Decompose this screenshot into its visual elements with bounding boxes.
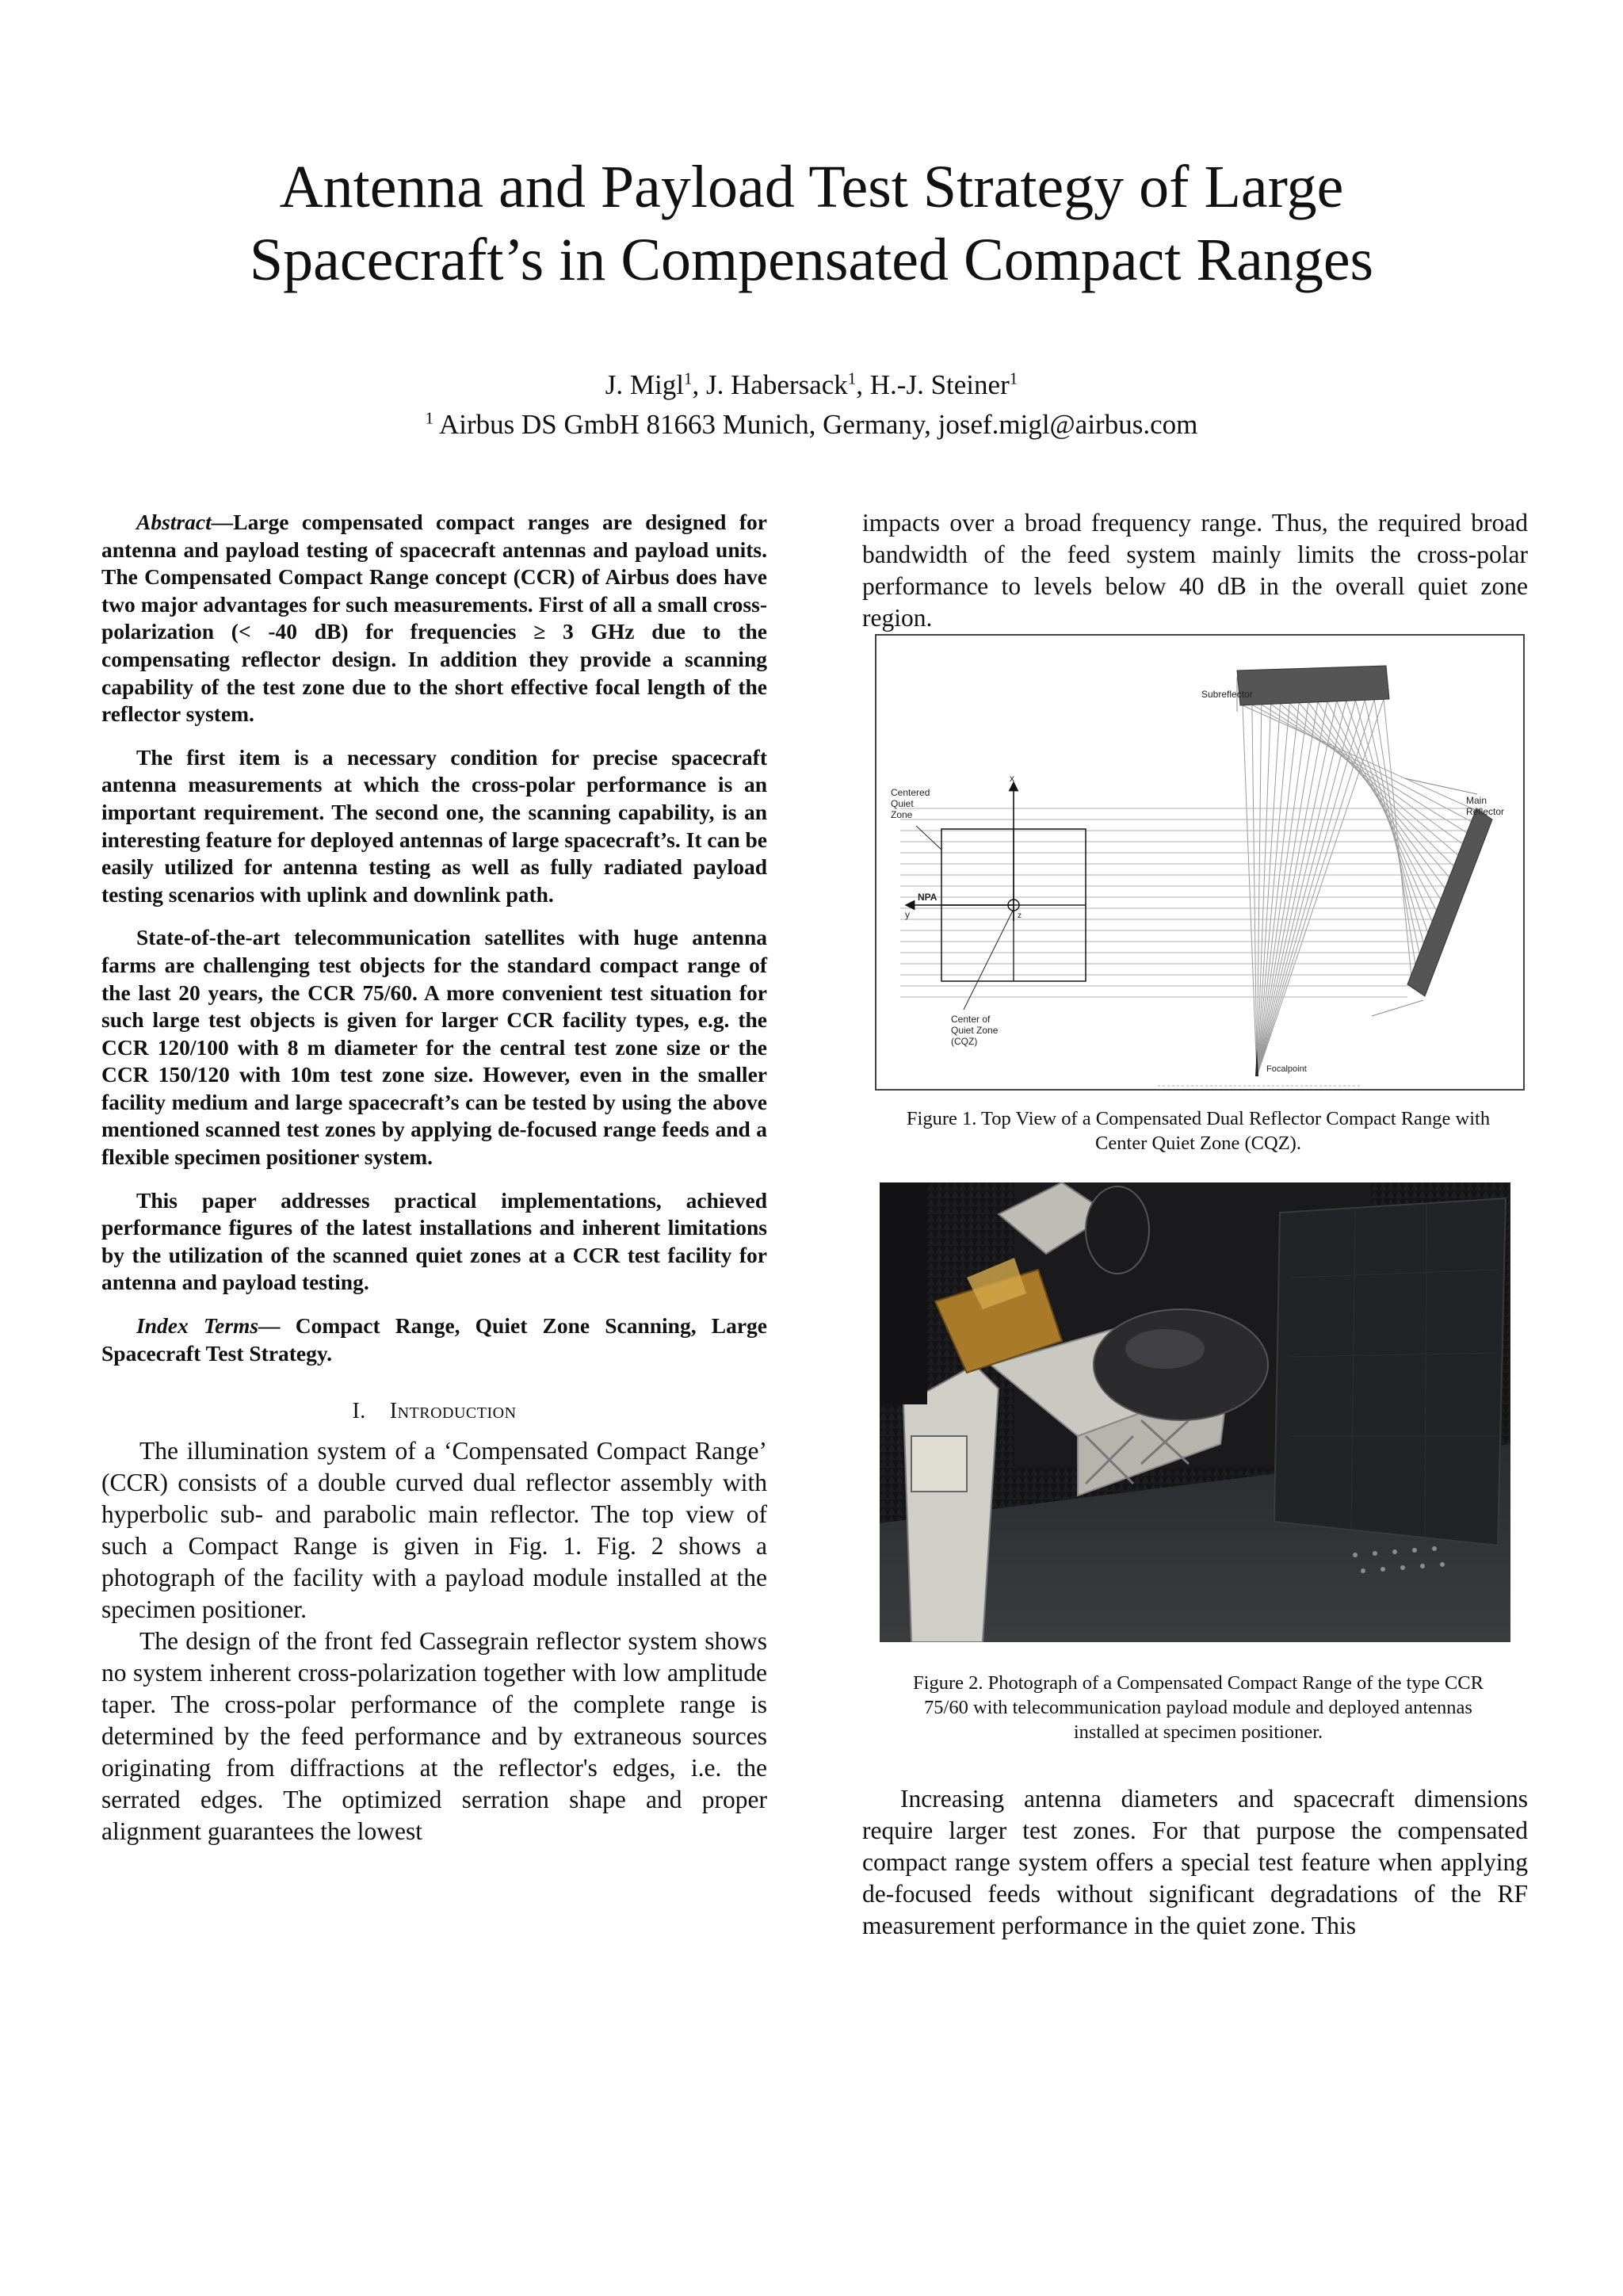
label-center-quiet-zone: Center of — [951, 1014, 991, 1025]
main-reflector-panel — [1274, 1198, 1506, 1545]
paper-title — [95, 151, 1528, 296]
ray-line — [1257, 701, 1346, 1076]
affiliation-mark: 1 — [425, 408, 434, 428]
index-terms-text: Compact Range, Quiet Zone Scanning, Large Spacecraft Test Strategy. — [101, 1313, 767, 1366]
feed-ray-fan — [1243, 699, 1384, 1076]
body-paragraph: impacts over a broad frequency range. Thus, the required broad bandwidth of the feed system mainly limits the cross-polar performance to levels below 40 dB in the overall quiet zone region. — [862, 509, 1528, 632]
plane-wave-rays — [900, 808, 1479, 997]
abstract-paragraph: The first item is a necessary condition for precise spacecraft antenna measurements at which the cross-polar performance is an important requirement. The second one, the scanning capability, is an interesting feature for deployed antennas of large spacecraft’s. It can be easily utilized for antenna testing as well as fully radiated payload testing scenarios with uplink and downlink path. — [101, 744, 767, 907]
affiliation-mark: 1 — [1009, 369, 1018, 388]
label-focalpoint: Focalpoint — [1266, 1064, 1307, 1074]
abstract — [101, 509, 767, 1367]
ray-line — [1374, 700, 1416, 973]
ray-line — [1337, 701, 1434, 927]
affiliation-mark: 1 — [847, 369, 857, 388]
label-y: y — [905, 909, 910, 920]
figure-1-diagram — [875, 634, 1525, 1091]
right-column-top — [862, 507, 1528, 634]
ray-line — [1243, 705, 1479, 812]
label-subreflector: Subreflector — [1201, 689, 1253, 700]
index-terms-label: Index Terms— — [136, 1313, 281, 1339]
ray-line — [1257, 702, 1308, 1076]
diagram-labels — [891, 689, 1504, 1074]
compact-range-diagram — [876, 636, 1523, 1089]
caption-line: Figure 1. Top View of a Compensated Dual Reflector Compact Range with — [906, 1108, 1491, 1129]
label-main-reflector: Reflector — [1466, 806, 1505, 817]
subreflector-shape — [1237, 666, 1389, 705]
label-center-quiet-zone: (CQZ) — [951, 1036, 978, 1047]
abstract-paragraph — [101, 509, 767, 728]
caption-line: 75/60 with telecommunication payload module and deployed antennas — [924, 1697, 1472, 1718]
label-centered-quiet-zone: Centered — [891, 787, 930, 798]
facility-photo-illustration — [880, 1182, 1510, 1642]
affiliation-text: Airbus DS GmbH 81663 Munich, Germany, josef.migl@airbus.com — [433, 409, 1198, 440]
ray-line — [1257, 703, 1299, 1076]
ray-line — [1271, 704, 1466, 846]
main-reflector-shape — [1407, 808, 1492, 996]
label-npa: NPA — [918, 892, 938, 903]
ray-line — [1257, 701, 1327, 1076]
author-list — [95, 368, 1528, 403]
label-main-reflector: Main — [1466, 795, 1487, 806]
abstract-paragraph: State-of-the-art telecommunication satellites with huge antenna farms are challenging test objects for the standard compact range of the last 20 years, the CCR 75/60. A more convenient test situation for such large test objects is given for larger CCR facility types, e.g. the CCR 120/100 with 8 m diameter for the central test zone size or the CCR 150/120 with 10m test zone size. However, even in the smaller facility medium and large spacecraft’s can be tested by using the above mentioned scanned test zones by applying de-focused range feeds and a flexible specimen positioner system. — [101, 925, 767, 1170]
section-title: Introduction — [389, 1399, 517, 1424]
ray-line — [1257, 699, 1384, 1076]
title-line-2: Spacecraft’s in Compensated Compact Ranges — [249, 227, 1374, 293]
title-line-1: Antenna and Payload Test Strategy of Large — [279, 154, 1344, 220]
figure-2-photograph — [880, 1182, 1510, 1642]
label-center-quiet-zone: Quiet Zone — [951, 1025, 999, 1036]
body-paragraph: The design of the front fed Cassegrain reflector system shows no system inherent cross-polarization together with low amplitude taper. The cross-polar performance of the complete range is determined by the feed performance and by extraneous sources originating from diffractions at the reflector's edges, i.e. the serrated edges. The optimized serration shape and proper alignment guarantees the lowest — [101, 1627, 767, 1846]
author-separator: , — [856, 369, 870, 400]
author-name: J. Habersack — [705, 369, 848, 400]
figure-1-caption — [865, 1106, 1531, 1156]
section-number: I. — [352, 1399, 366, 1424]
abstract-paragraph: This paper addresses practical implementations, achieved performance figures of the latest installations and inherent limitations by the utilization of the scanned quiet zones at a CCR test facility for antenna and payload testing. — [101, 1187, 767, 1295]
affiliation — [95, 407, 1528, 442]
ray-line — [1252, 705, 1475, 823]
label-centered-quiet-zone: Zone — [891, 809, 913, 820]
author-separator: , — [692, 369, 706, 400]
body-paragraph: Increasing antenna diameters and spacecraft dimensions require larger test zones. For that purpose the compensated compact range system offers a special test feature when applying de-focused feeds without significant degradations of the RF measurement performance in the quiet zone. This — [862, 1785, 1528, 1939]
label-x: x — [1010, 773, 1014, 784]
label-centered-quiet-zone: Quiet — [891, 798, 914, 809]
figure-2-caption — [865, 1671, 1531, 1744]
section-heading — [101, 1399, 767, 1424]
right-column-bottom — [862, 1783, 1528, 1942]
caption-line: Figure 2. Photograph of a Compensated Compact Range of the type CCR — [913, 1672, 1484, 1694]
ray-line — [1257, 700, 1374, 1076]
label-z: z — [1018, 911, 1022, 920]
caption-line: Center Quiet Zone (CQZ). — [1095, 1133, 1301, 1154]
caption-line: installed at specimen positioner. — [1073, 1721, 1323, 1743]
abstract-label: Abstract— — [136, 510, 234, 534]
index-terms — [101, 1312, 767, 1367]
abstract-text: Large compensated compact ranges are designed for antenna and payload testing of spacecraft antennas and payload units. The Compensated Compact Range concept (CCR) of Airbus does have two major advantages for such measurements. First of all a small cross-polarization (< -40 dB) for frequencies ≥ 3 GHz due to the compensating reflector design. In addition they provide a scanning capability of the test zone due to the short effective focal length of the reflector system. — [101, 510, 767, 727]
ray-line — [1257, 702, 1318, 1076]
left-column — [101, 509, 767, 1847]
positioner-tower — [903, 1365, 999, 1642]
author-name: H.-J. Steiner — [869, 369, 1010, 400]
ray-line — [1257, 701, 1355, 1076]
ray-line — [1355, 701, 1425, 950]
author-name: J. Migl — [605, 369, 684, 400]
affiliation-mark: 1 — [683, 369, 693, 388]
introduction-text — [101, 1435, 767, 1847]
body-paragraph: The illumination system of a ‘Compensated Compact Range’ (CCR) consists of a double curved dual reflector assembly with hyperbolic sub- and parabolic main reflector. The top view of such a Compact Range is given in Fig. 1. Fig. 2 shows a photograph of the facility with a payload module installed at the specimen positioner. — [101, 1437, 767, 1624]
